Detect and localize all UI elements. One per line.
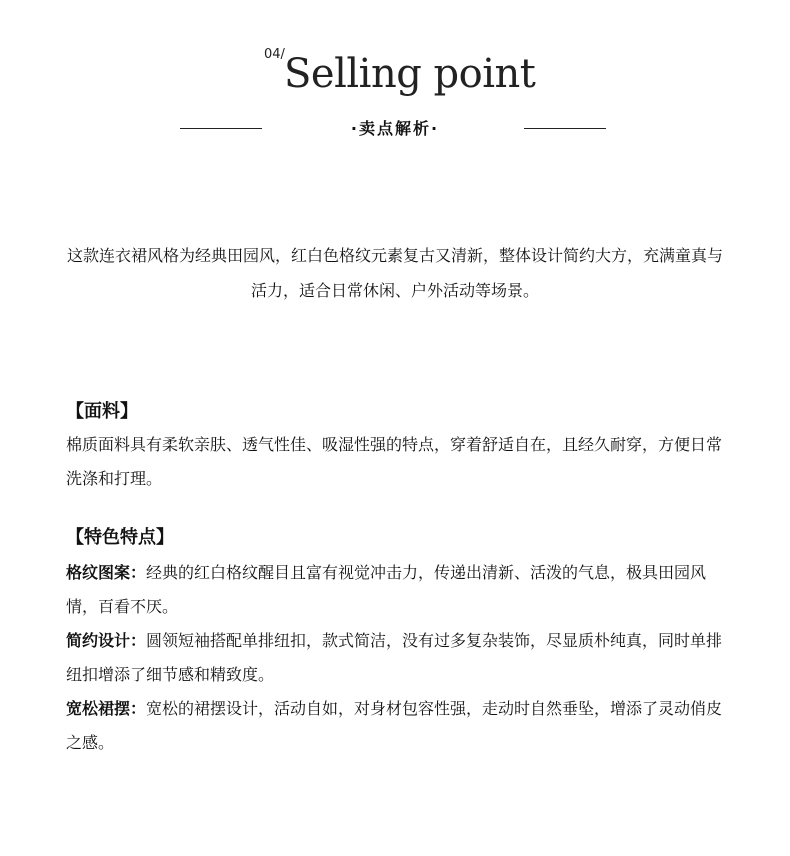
feature-text: 经典的红白格纹醒目且富有视觉冲击力，传递出清新、活泼的气息，极具田园风情，百看不厌。 (66, 563, 707, 616)
fabric-section (66, 398, 730, 496)
feature-item (66, 624, 730, 692)
intro-paragraph: 这款连衣裙风格为经典田园风，红白色格纹元素复古又清新，整体设计简约大方，充满童真与活力，适合日常休闲、户外活动等场景。 (66, 246, 723, 300)
feature-item (66, 692, 730, 760)
feature-label: 格纹图案： (66, 563, 147, 582)
section-header (0, 0, 790, 150)
feature-label: 简约设计： (66, 631, 147, 650)
features-section (66, 524, 730, 760)
feature-label: 宽松裙摆： (66, 699, 147, 718)
features-heading: 【特色特点】 (66, 527, 174, 548)
section-title: Selling point (284, 51, 536, 97)
section-subtitle: ·卖点解析· (350, 119, 440, 138)
fabric-description: 棉质面料具有柔软亲肤、透气性佳、吸湿性强的特点，穿着舒适自在，且经久耐穿，方便日常洗涤和打理。 (66, 435, 723, 488)
feature-text: 圆领短袖搭配单排纽扣，款式简洁，没有过多复杂装饰，尽显质朴纯真，同时单排纽扣增添了细节感和精致度。 (66, 631, 723, 684)
right-divider (524, 128, 606, 129)
section-number: 04/ (264, 47, 285, 62)
feature-text: 宽松的裙摆设计，活动自如，对身材包容性强，走动时自然垂坠，增添了灵动俏皮之感。 (66, 699, 723, 752)
fabric-heading: 【面料】 (66, 401, 138, 422)
feature-item (66, 556, 730, 624)
